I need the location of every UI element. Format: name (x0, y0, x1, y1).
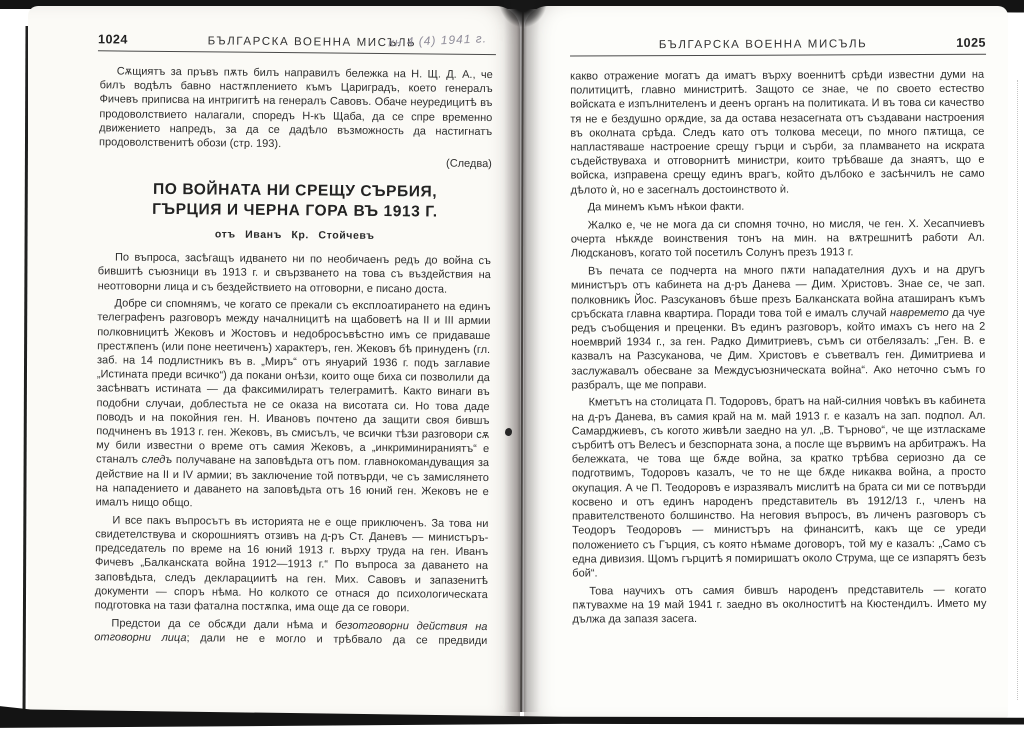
body-text: какво отражение могатъ да иматъ върху военнитѣ срѣди известни думи на политицитѣ, главно министритѣ. Защото се знае, че по своето естество войската е изпълнителенъ и деенъ органъ на политиката. И въ това си качество тя не е бездушно орѫдие, за да остава незасегната отъ създавани настроения въ околната срѣда. Следъ като отъ толкова месеци, по много пѫтища, се напластяваше настроение срещу гърци и сърби, за пламването на искрата съдействуваха и отговорнитѣ министри, които трѣбваше да знаятъ, що е войска, изправена срещу единъ врагъ, който дълбоко е засѣнчилъ не само дѣлото ѝ, но е засегналъ достоинството ѝ. (570, 68, 985, 197)
emphasized-text: следъ (141, 454, 173, 467)
body-text: Въ печата се подчерта на много пѫти нападателния духъ и на другъ министъръ отъ кабинета на д-ръ Данева — Дим. Христовъ. Знае се, че зап. полковникъ Йос. Разсукановъ бѣше презъ Балканската война аташиранъ къмъ сръбската главна квартира. Поради това той е ималъ случай (571, 263, 986, 321)
paragraph (570, 68, 985, 198)
body-text: Кметътъ на столицата П. Тодоровъ, братъ на най-силния човѣкъ въ кабинета на д-ръ Данева, въ самия край на м. май 1913 г. е казалъ на зап. подпол. Ал. Самарджиевъ, съ когото живѣли заедно на ул. „В. Търново“, че ще изтласкаме сърбитѣ отъ Велесъ и безспорната зона, а после ще вървимъ на арбитражъ. На бележката, че това ще бѫде война, за кратко трѣбва сериозно да се подготвимъ, Тодоровъ казалъ, че то не ще бѫде никаква война, а просто окупация. А че П. Теодоровъ е изразявалъ мислитѣ на брата си ми се потвърди косвено и отъ единъ народенъ представитель въ 1912/13 г., членъ на правителственото болшинство. На неговия въпросъ, въ личенъ разговоръ съ Теодоръ Теодоровъ — министъръ на финанситѣ, какъ ще се уреди положението съ Гърция, съ която нѣмаме договоръ, той му е казалъ: „Само съ една дивизия. Щомъ гърцитѣ я помиришатъ около Струма, ще се изпарятъ безъ бой“. (571, 395, 987, 580)
body-text: И все пакъ въпросътъ въ историята не е още приключенъ. За това ни свидетелствува и скорошниятъ отзивъ на д-ръ Ст. Даневъ — министъръ-председатель по време на 16 юний 1913 г. върху труда на ген. Иванъ Фичевъ „Балканската война 1912—1913 г.“ По въпроса за даването на заповѣдьта, следъ декларациитѣ на ген. Мих. Савовъ и запазенитѣ документи — споръ нѣма. Но колкото се отнася до психологическата подготовка на тази фатална постѫпка, има още да се говори. (94, 514, 489, 615)
paragraph (572, 394, 987, 580)
page-number-right: 1025 (956, 35, 987, 50)
ink-dot (505, 428, 512, 436)
paragraph (99, 153, 492, 171)
right-paragraphs (570, 68, 986, 627)
body-text: Добре си спомнямъ, че когато се прекали съ експлоатирането на единъ телеграфенъ разговоръ между началницитѣ на щабоветѣ на II и III армии полковницитѣ Жековъ и Жостовъ и недобросъвѣстно имъ се придаваше престѫпенъ (или поне неетиченъ) характеръ, ген. Жековъ бѣ принуденъ (гл. заб. на 14 подлистникъ въ в. „Миръ“ отъ януарий 1936 г. подъ заглавие „Истината преди всичко“) да покани онѣзи, които още биха си позволили да засѣнватъ истината — да факсимилиратъ телеграмитѣ. Както винаги въ подобни случаи, доблестьта не се оказа на висотата си. Но това даде поводъ и на покойния ген. Н. Ивановъ почтено да защити своя бившъ подчиненъ въ 1913 г. ген. Жековъ, въ смисълъ, че всички тѣзи разговори сѫ му били известни о време отъ самия Жековъ, а „инкриминираниятъ“ е станалъ (95, 297, 491, 467)
paragraph (572, 582, 986, 626)
right-page-body (570, 68, 986, 631)
left-bottom-paragraphs (94, 250, 491, 648)
body-text: Да минемъ къмъ нѣкои факти. (587, 201, 745, 214)
book-spine-top-shadow (494, 0, 552, 36)
body-text: ; дали не е могло и трѣбвало да се предвиди (186, 632, 488, 647)
article-title: ПО ВОЙНАТА НИ СРЕЩУ СЪРБИЯ, ГЪРЦИЯ И ЧЕРНА ГОРА ВЪ 1913 Г. (152, 180, 438, 221)
body-text: (Следва) (446, 157, 492, 170)
emphasized-text: безотговорни действия на отговорни лица (94, 619, 488, 645)
journal-title-left: БЪЛГАРСКА ВОЕННА МИСЪЛЬ (207, 35, 417, 50)
body-text: Сѫщиятъ за пръвъ пѫть билъ направилъ бележка на Н. Щ. Д. А., че билъ водѣлъ бавно настѫплението къмъ Цариградъ, което генералъ Фичевъ приписва на интригитѣ на генералъ Савовъ. Обаче неуредицитѣ въ продоволствието налагали, споредъ Н-къ Щаба, да се спре временно движението напредъ, за да се дадѣло възможность да настигнатъ продоволственитѣ обози (стр. 193). (99, 65, 493, 151)
body-text: получаване на заповѣдьта отъ пом. главнокомандуващия за действие на II и IV армии; въ заключение той потвърди, че съ замислянето на нападението и даването на заповѣдьта отъ 16 юний ген. Жековъ не е ималъ нищо общо. (95, 454, 490, 510)
page-left (28, 6, 520, 718)
paragraph (98, 250, 491, 296)
paragraph (96, 297, 491, 514)
paragraph (95, 513, 489, 616)
article-byline: отъ Иванъ Кр. Стойчевъ (214, 228, 375, 242)
paragraph (571, 263, 986, 393)
journal-title-right: БЪЛГАРСКА ВОЕННА МИСЪЛЬ (658, 38, 868, 52)
page-right (524, 6, 1008, 718)
body-text: Предстои да се обсѫди дали нѣма и (111, 617, 336, 632)
paragraph (94, 616, 487, 648)
page-edge-dots (1017, 80, 1018, 700)
body-text: Това научихъ отъ самия бившъ народенъ представитель — когато пѫтувахме на 19 май 1941 г. заедно въ околноститѣ на Кюстендилъ. Името му дължа да запазя засега. (572, 583, 987, 626)
body-text: Жалко е, че не мога да си спомня точно, но мисля, че ген. Х. Хесапчиевъ очерта нѣкѫде воинствения тонъ на мин. на вѫтрешнитѣ работи Ал. Людскановъ, когато той посетилъ Солунъ презъ 1913 г. (570, 217, 985, 260)
body-text: да чуе редъ съобщения и преценки. Въ единъ разговоръ, който имахъ съ него на 2 ноемврий 1934 г., за ген. Радко Димитриевъ, съмъ си отбелязалъ: „Ген. В. е казвалъ на Разсуканова, че Дим. Христовъ е съветвалъ ген. Димитриева и заслужавалъ обесване за Междусъюзническата война“. Ако неточно съмъ го разбралъ, ще ме поправи. (571, 306, 986, 392)
paragraph (571, 199, 985, 215)
left-top-paragraphs (99, 64, 493, 171)
handwritten-annotation: кн 4 (4) 1941 г. (387, 31, 488, 50)
paragraph (99, 64, 493, 153)
paragraph (571, 217, 985, 261)
body-text: По въпроса, засѣгащъ идването ни по необичаенъ редъ до война съ бившитѣ съюзници въ 1913 г. и свързването на това съ въздействия на неотговорни лица и съ бездействието на отговорни, е писано доста. (97, 251, 492, 296)
running-head-right (570, 36, 986, 57)
emphasized-text: навремето (890, 306, 949, 319)
left-page-body (94, 64, 493, 651)
page-number-left: 1024 (97, 32, 128, 47)
